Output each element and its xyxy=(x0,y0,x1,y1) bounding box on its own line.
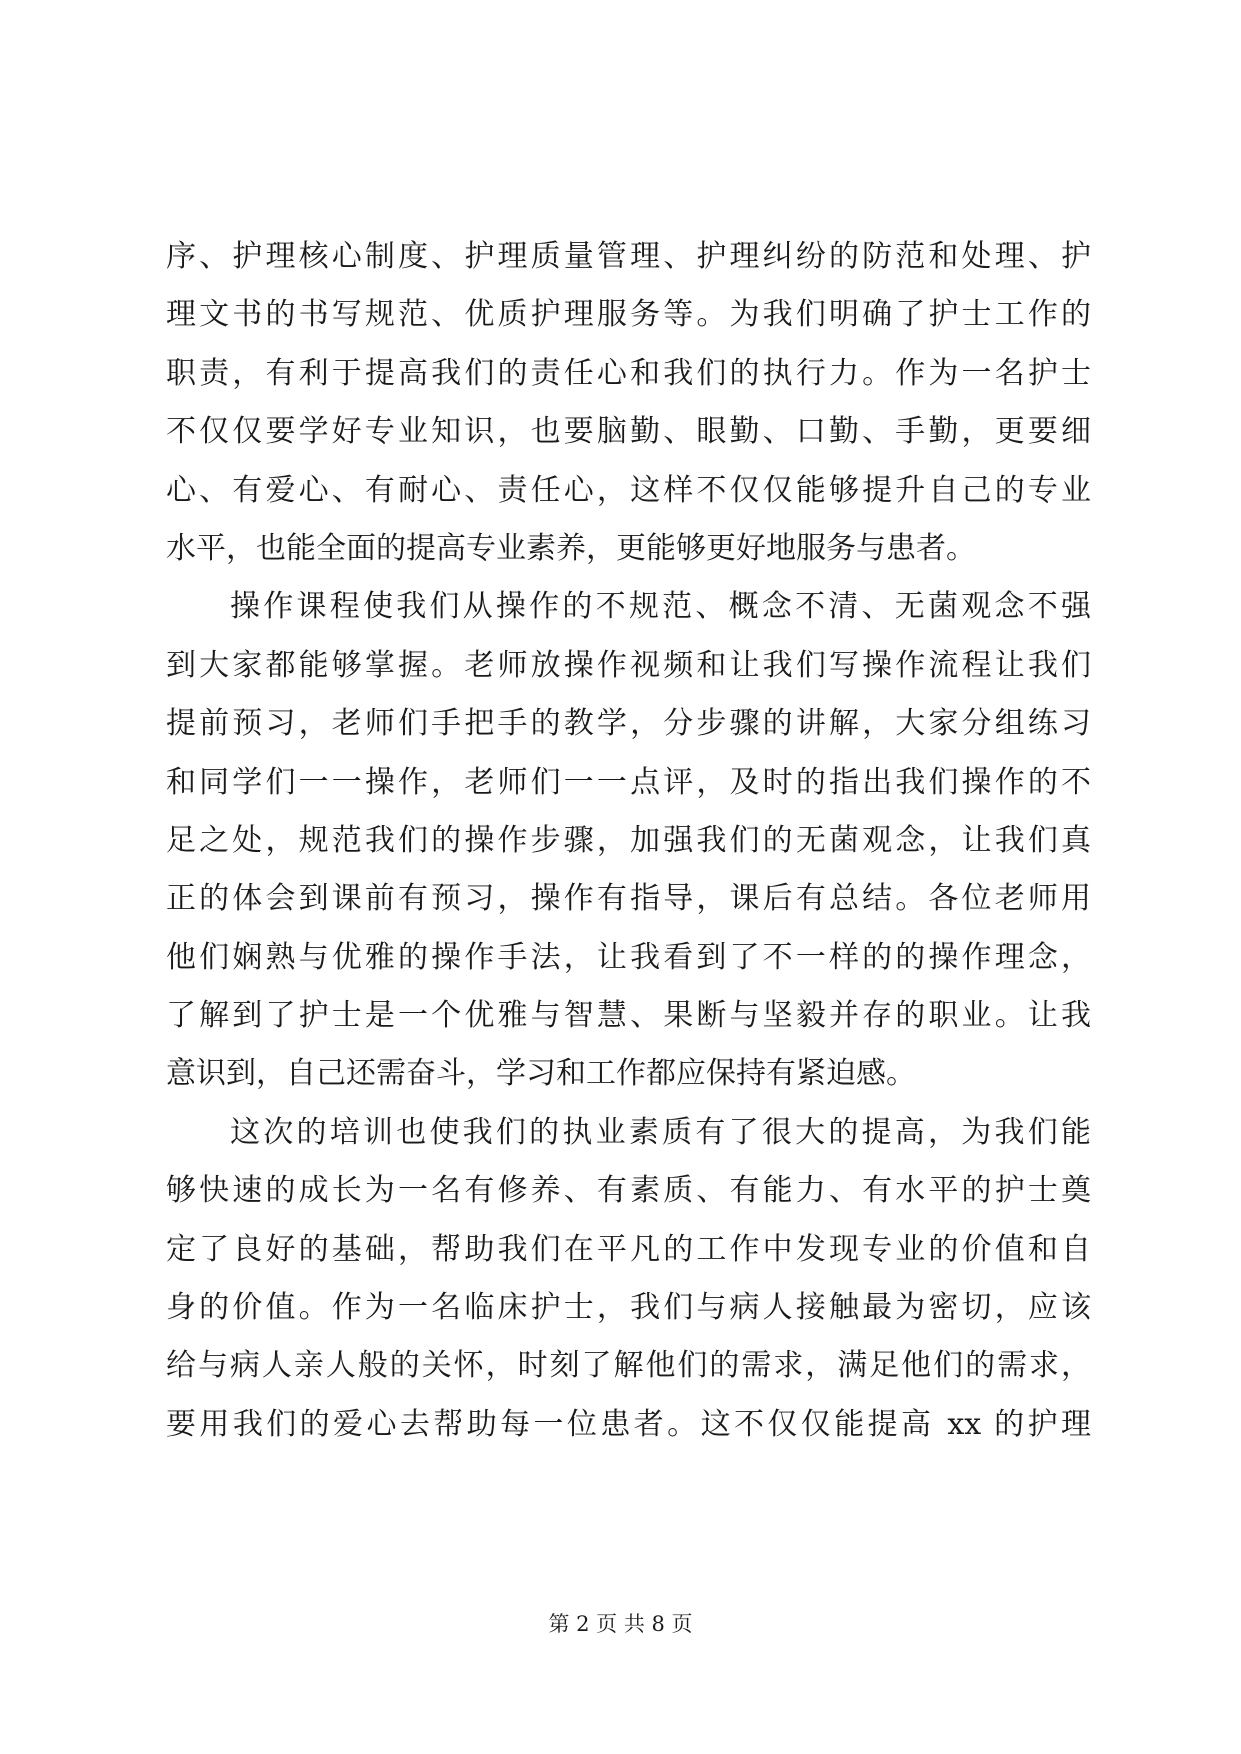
text-line: 理文书的书写规范、优质护理服务等。为我们明确了护士工作的 xyxy=(166,297,1091,333)
text-line: 操作课程使我们从操作的不规范、概念不清、无菌观念不强 xyxy=(230,589,1091,625)
text-line: 身的价值。作为一名临床护士，我们与病人接触最为密切，应该 xyxy=(166,1290,1091,1326)
text-line: 要用我们的爱心去帮助每一位患者。这不仅仅能提高 xx 的护理 xyxy=(166,1406,1091,1442)
text-line: 意识到，自己还需奋斗，学习和工作都应保持有紧迫感。 xyxy=(166,1056,916,1092)
page-footer: 第 2 页 共 8 页 xyxy=(548,1612,693,1636)
text-line: 足之处，规范我们的操作步骤，加强我们的无菌观念，让我们真 xyxy=(166,822,1091,858)
text-line: 和同学们一一操作，老师们一一点评，及时的指出我们操作的不 xyxy=(166,764,1091,800)
text-line: 心、有爱心、有耐心、责任心，这样不仅仅能够提升自己的专业 xyxy=(166,472,1091,508)
text-line: 不仅仅要学好专业知识，也要脑勤、眼勤、口勤、手勤，更要细 xyxy=(166,414,1091,450)
text-line: 这次的培训也使我们的执业素质有了很大的提高，为我们能 xyxy=(230,1114,1091,1150)
text-line: 职责，有利于提高我们的责任心和我们的执行力。作为一名护士 xyxy=(166,355,1091,391)
text-line: 他们娴熟与优雅的操作手法，让我看到了不一样的的操作理念， xyxy=(166,939,1091,975)
text-line: 够快速的成长为一名有修养、有素质、有能力、有水平的护士奠 xyxy=(166,1173,1091,1209)
text-line: 序、护理核心制度、护理质量管理、护理纠纷的防范和处理、护 xyxy=(166,239,1091,274)
text-line: 提前预习，老师们手把手的教学，分步骤的讲解，大家分组练习 xyxy=(166,706,1091,742)
text-line: 了解到了护士是一个优雅与智慧、果断与坚毅并存的职业。让我 xyxy=(166,998,1091,1034)
text-line: 到大家都能够掌握。老师放操作视频和让我们写操作流程让我们 xyxy=(166,647,1091,683)
text-line: 正的体会到课前有预习，操作有指导，课后有总结。各位老师用 xyxy=(166,881,1091,917)
text-line: 水平，也能全面的提高专业素养，更能够更好地服务与患者。 xyxy=(166,530,976,566)
body-text xyxy=(166,228,1091,1454)
text-line: 定了良好的基础，帮助我们在平凡的工作中发现专业的价值和自 xyxy=(166,1231,1091,1267)
text-line: 给与病人亲人般的关怀，时刻了解他们的需求，满足他们的需求， xyxy=(166,1348,1091,1384)
